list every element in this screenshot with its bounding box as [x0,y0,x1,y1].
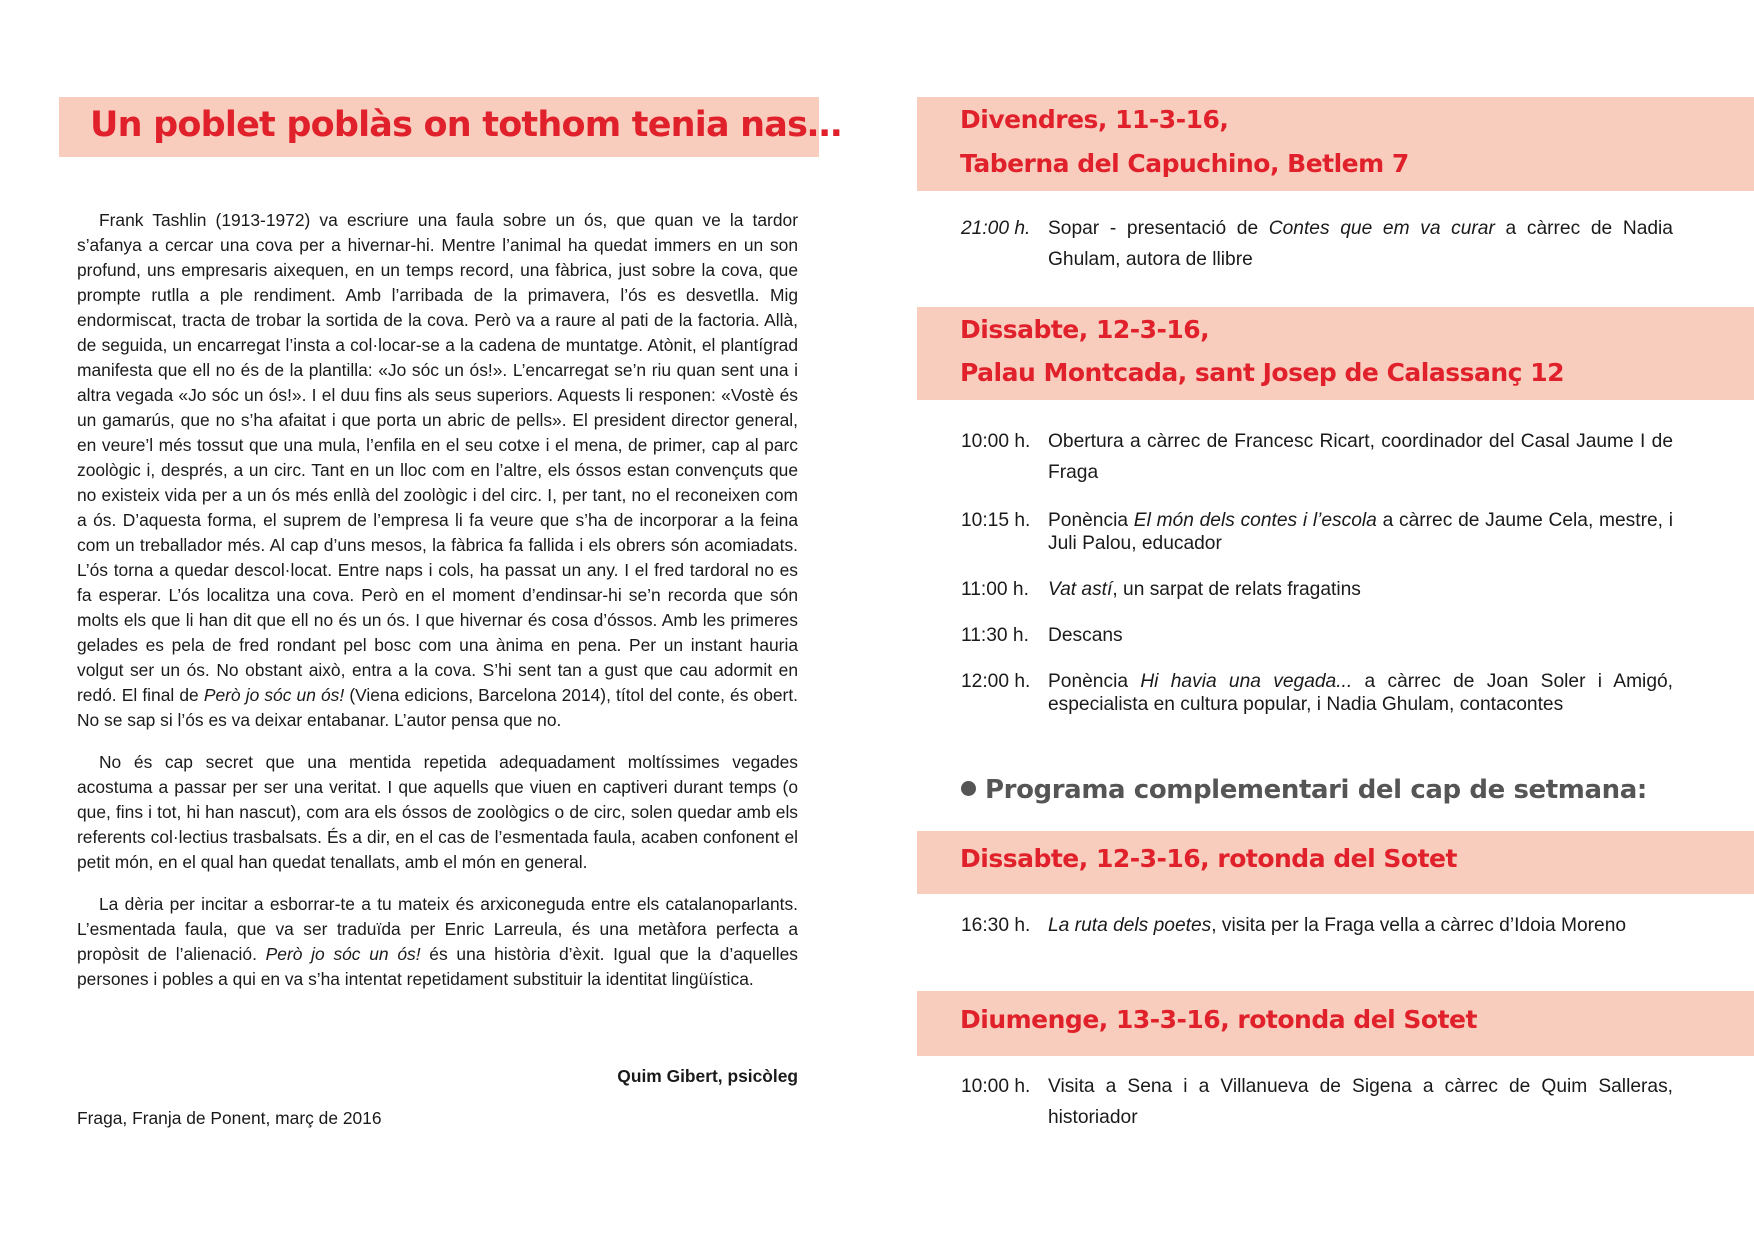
day-header-saturday [917,307,1754,400]
schedule-item [961,509,1673,555]
day-venue: Palau Montcada, sant Josep de Calassanç 12 [960,358,1564,387]
article-title: Un poblet poblàs on tothom tenia nas… [90,105,842,145]
schedule-description: Vat astí, un sarpat de relats fragatins [1048,579,1361,600]
day-date: Dissabte, 12-3-16, [960,315,1210,344]
schedule-time: 10:15 h. [961,510,1031,531]
schedule-time: 12:00 h. [961,671,1031,692]
schedule-description: Visita a Sena i a Villanueva de Sigena a càrrec de Quim Salleras, historiador [1048,1076,1673,1128]
day-date-venue: Diumenge, 13-3-16, rotonda del Sotet [960,1005,1477,1034]
schedule-description: La ruta dels poetes, visita per la Fraga vella a càrrec d’Idoia Moreno [1048,915,1627,936]
schedule-item [961,620,1673,651]
article-paragraph: Frank Tashlin (1913-1972) va escriure una faula sobre un ós, que quan ve la tardor s’afanya a cercar una cova per a hivernar-hi. Mentre l’animal ha quedat immers en un son profund, uns empresaris aixequen, en un temps record, una fàbrica, just sobre la cova, que prompte rutlla a ple rendiment. Amb l’arribada de la primavera, l’ós es desvetlla. Mig endormiscat, tracta de trobar la sortida de la cova. Però va a raure al pati de la factoria. Allà, de seguida, un encarregat l’insta a col·locar-se a la cadena de muntatge. Atònit, el plantígrad manifesta que ell no és de la plantilla: «Jo sóc un ós!». L’encarregat se’n riu quan sent una i altra vegada «Jo sóc un ós!». I el duu fins als seus superiors. Aquests li responen: «Vostè és un gamarús, que no s’ha afaitat i que porta un abric de pells». El president director general, en veure’l més tossut que una mula, l’enfila en el seu cotxe i el mena, de primer, cap al parc zoològic i, després, a un circ. Tant en un lloc com en l’altre, els óssos estan convençuts que no existeix vida per a un ós més enllà del zoològic i del circ. I, per tant, no el reconeixen com a ós. D’aquesta forma, el suprem de l’empresa li fa veure que s’ha de incorporar a la feina com un treballador més. Al cap d’uns mesos, la fàbrica fa fallida i els obrers són acomiadats. L’ós torna a quedar descol·locat. Entre naps i cols, ha passat un any. I el fred tardoral no es fa esperar. L’ós localitza una cova. Però en el moment d’endinsar-hi se’n recorda que són molts els que li han dit que ell no és un ós. I que hivernar és cosa d’óssos. Amb les primeres gelades es pela de fred rondant pel bosc com una ànima en pena. Per un instant hauria volgut ser un ós. No obstant això, entra a la cova. S’hi sent tan a gust que cau adormit en redó. El final de Però jo sóc un ós! (Viena edicions, Barcelona 2014), títol del conte, és obert. No se sap si l’ós es va deixar entabanar. L’autor pensa que no. [77,210,798,730]
author-signature: Quim Gibert, psicòleg [617,1066,798,1086]
schedule-time: 11:30 h. [961,625,1029,646]
day-header-saturday-complementary [917,831,1754,894]
schedule-item [961,670,1673,716]
schedule-item [961,1071,1673,1133]
complementary-program-heading [961,775,1647,805]
schedule-time: 11:00 h. [961,579,1029,600]
bullet-icon [961,781,976,796]
schedule-item [961,426,1673,488]
schedule-description: Ponència Hi havia una vegada... a càrrec de Joan Soler i Amigó, especialista en cultura popular, i Nadia Ghulam, contacontes [1048,671,1673,715]
program-heading-text: Programa complementari del cap de setmana: [985,775,1647,805]
day-date-venue: Dissabte, 12-3-16, rotonda del Sotet [960,844,1457,873]
day-header-friday [917,97,1754,191]
day-header-sunday [917,991,1754,1056]
schedule-description: Sopar - presentació de Contes que em va curar a càrrec de Nadia Ghulam, autora de llibre [1048,218,1673,270]
place-date: Fraga, Franja de Ponent, març de 2016 [77,1108,382,1128]
day-date: Divendres, 11-3-16, [960,105,1229,134]
schedule-time: 10:00 h. [961,1076,1031,1097]
schedule-description: Ponència El món dels contes i l’escola a càrrec de Jaume Cela, mestre, i Juli Palou, educador [1048,510,1674,554]
day-venue: Taberna del Capuchino, Betlem 7 [960,149,1409,178]
schedule-item [961,910,1673,941]
schedule-time: 21:00 h. [961,218,1031,239]
schedule-time: 10:00 h. [961,431,1031,452]
article-paragraph: La dèria per incitar a esborrar-te a tu mateix és arxiconeguda entre els catalanoparlants. L’esmentada faula, que va ser traduïda per Enric Larreula, és una metàfora perfecta a propòsit de l’alienació. Però jo sóc un ós! és una història d’èxit. Igual que la d’aquelles persones i pobles a qui en va s’ha intentat repetidament substituir la identitat lingüística. [77,894,798,989]
schedule-item [961,213,1673,275]
schedule-time: 16:30 h. [961,915,1031,936]
schedule-item [961,574,1673,605]
article-title-band [59,97,842,157]
schedule-description: Descans [1048,625,1123,646]
schedule-description: Obertura a càrrec de Francesc Ricart, coordinador del Casal Jaume I de Fraga [1048,431,1673,483]
article-paragraph: No és cap secret que una mentida repetida adequadament moltíssimes vegades acostuma a passar per ser una veritat. I que aquells que viuen en captiveri durant temps (o que, fins i tot, hi han nascut), com ara els óssos de zoològics o de circ, solen quedar amb els referents col·lectius trasbalsats. És a dir, en el cas de l’esmentada faula, acaben confonent el petit món, en el qual han quedat tenallats, amb el món en general. [77,752,798,872]
article-body [77,208,798,1009]
